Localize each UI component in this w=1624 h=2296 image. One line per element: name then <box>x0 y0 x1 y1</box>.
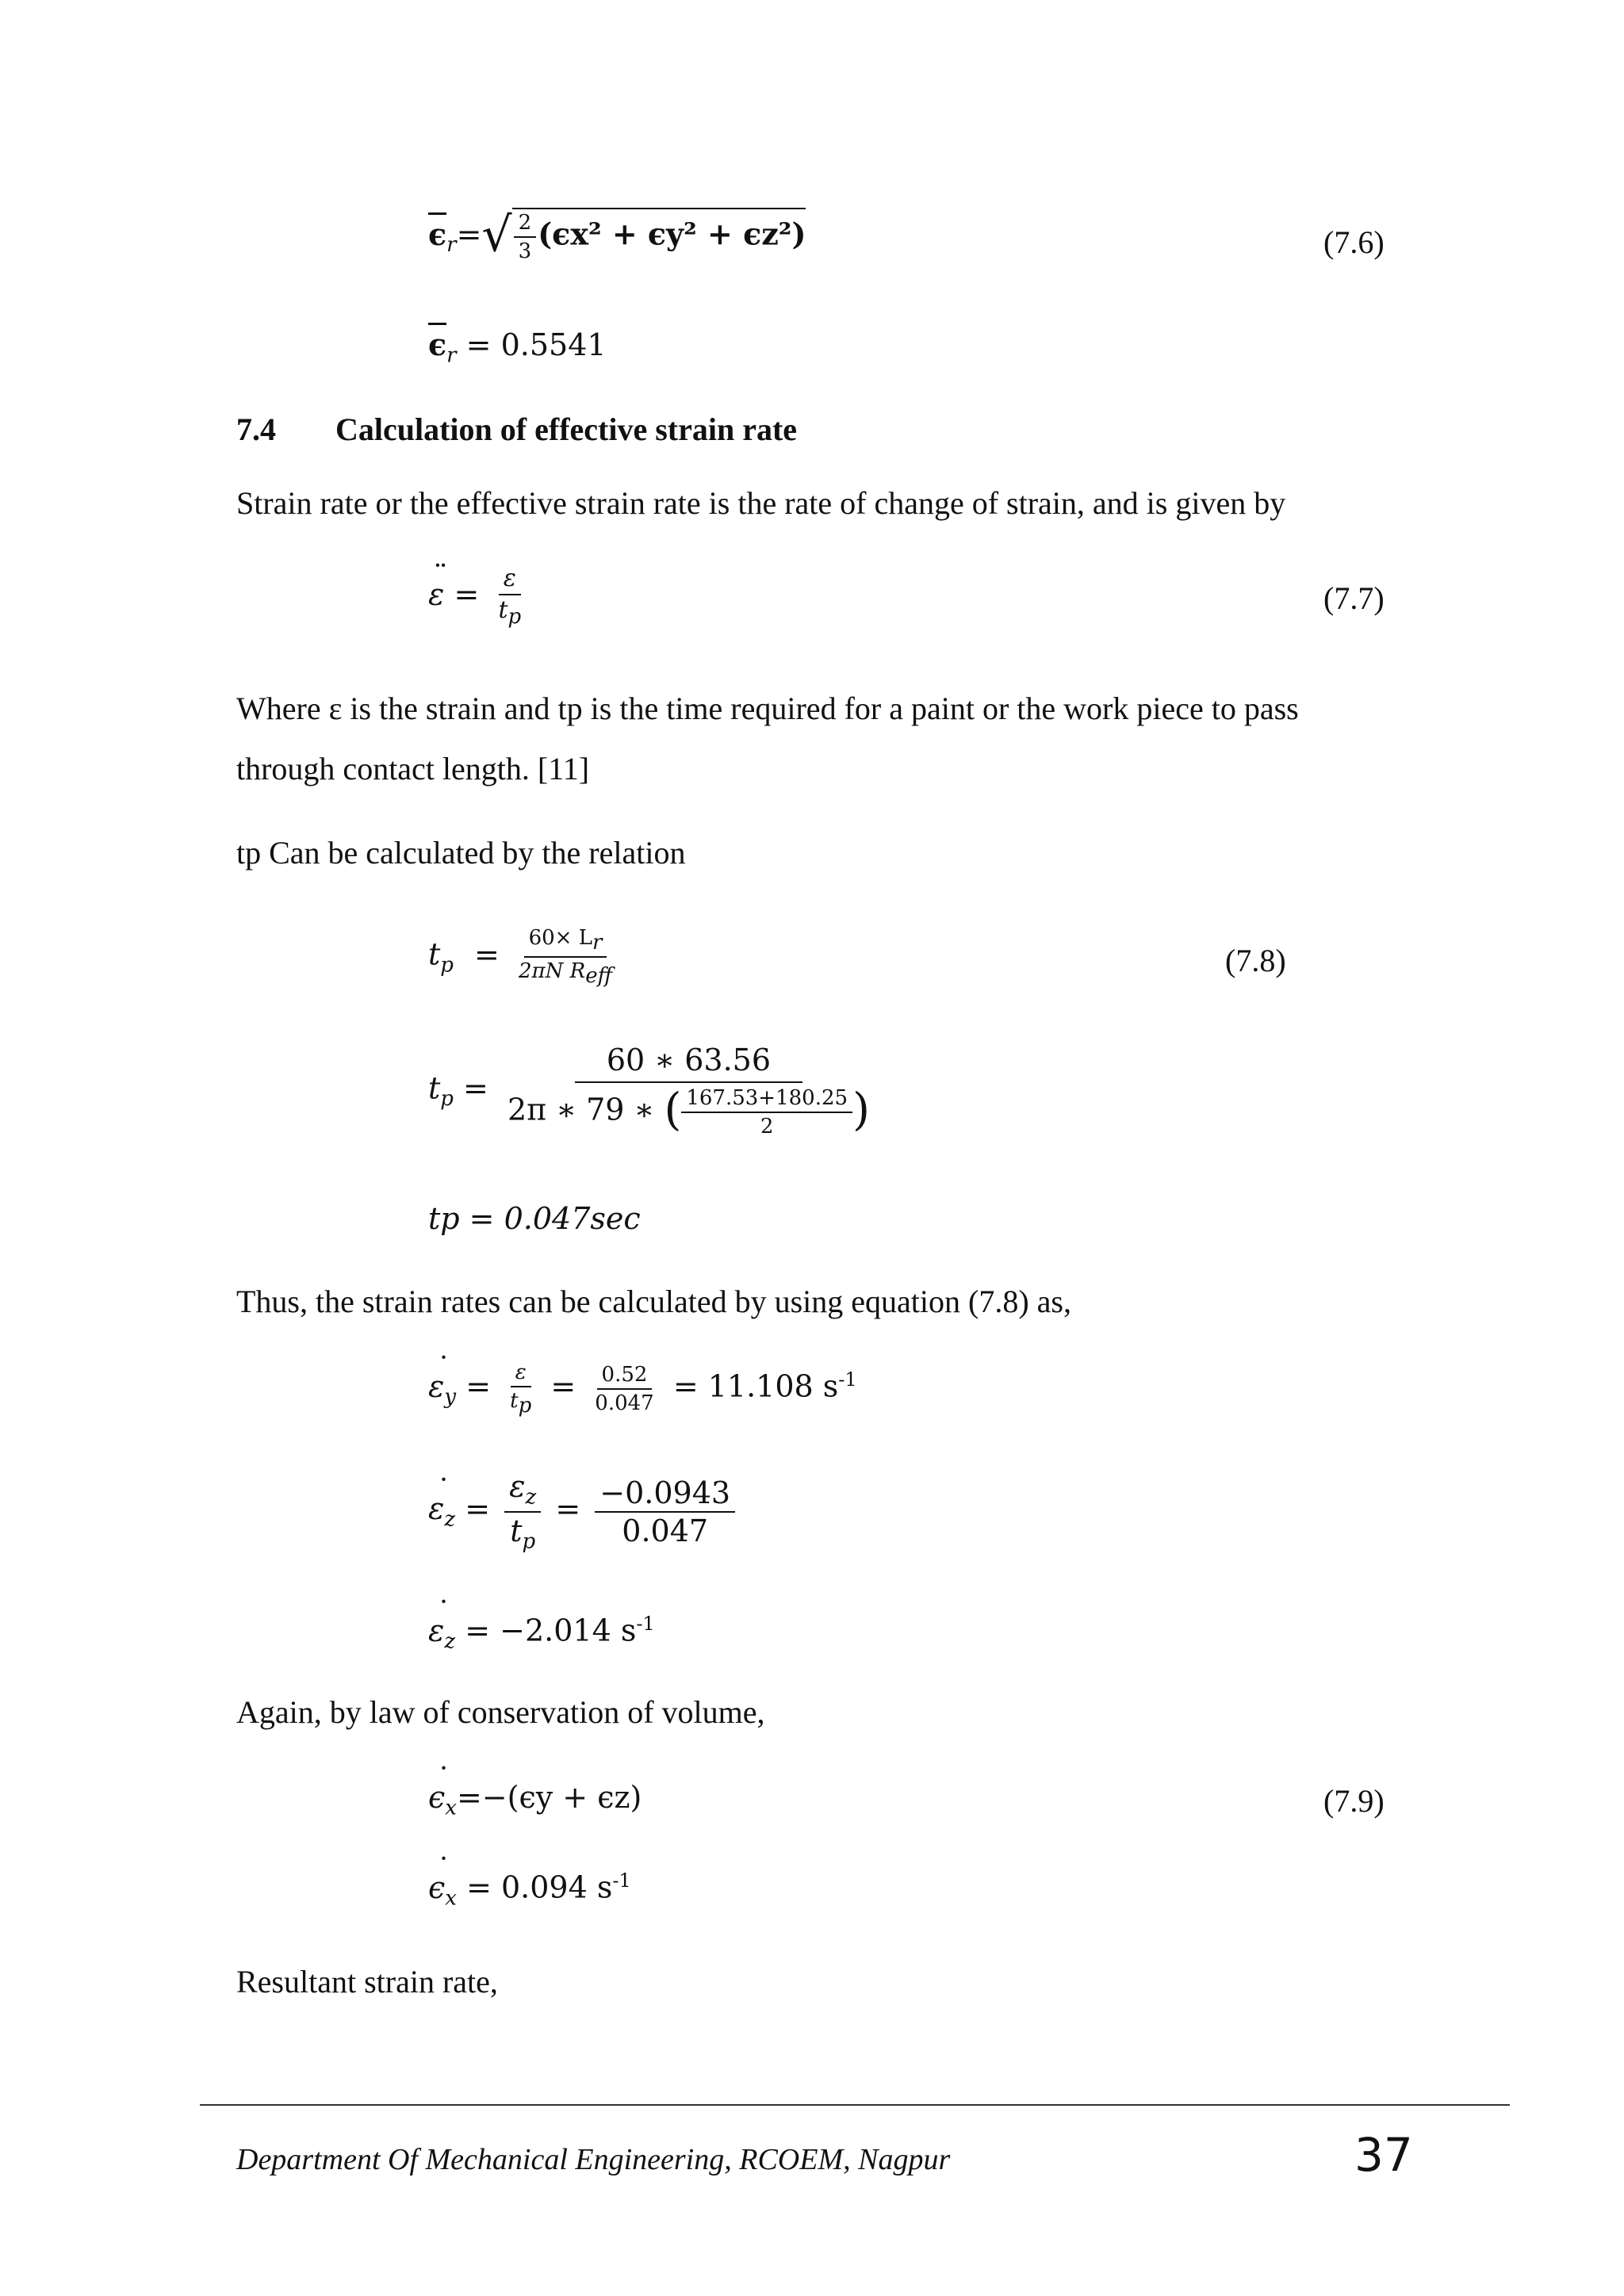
eq-number-7-8: (7.8) <box>1225 943 1286 978</box>
ey-sub: y <box>444 1385 457 1410</box>
footer-department: Department Of Mechanical Engineering, RCOEM, Nagpur <box>236 2143 951 2176</box>
tp-calc-sub: p <box>440 1087 454 1112</box>
eq78-num: 60× L <box>528 926 592 950</box>
equation-7-8 <box>428 926 622 989</box>
paragraph-strain-rate: Strain rate or the effective strain rate is the rate of change of strain, and is given by <box>236 485 1286 521</box>
page-number: 37 <box>1354 2128 1413 2182</box>
tp-calc-inner-num: 167.53+180.25 <box>681 1088 852 1113</box>
ey-f1-den-sub: p <box>518 1394 532 1418</box>
ez-val-sup: -1 <box>636 1613 655 1635</box>
ez-eq1: = <box>465 1491 491 1527</box>
tp-value: tp = 0.047sec <box>428 1201 641 1236</box>
eq76-frac-num: 2 <box>514 212 537 238</box>
tp-calc-eq: = <box>463 1070 488 1106</box>
ez-val-sub: z <box>444 1629 456 1654</box>
eq76-lhs: ϵ <box>428 212 446 252</box>
ez-f1-num-sub: z <box>525 1485 537 1510</box>
ez-sub: z <box>444 1507 456 1532</box>
eq78-den-sub: eff <box>585 964 613 989</box>
strain-rate-z-value <box>428 1613 655 1654</box>
ex-sub: x <box>445 1886 457 1911</box>
er-value: $\epsilon_r = 0.5541$ <box>428 330 607 366</box>
paragraph-where: Where ε is the strain and tp is the time required for a paint or the work piece to pass <box>236 691 1299 726</box>
ez-f1-num: ε <box>509 1469 526 1504</box>
ey-f1-den: t <box>510 1389 519 1413</box>
eq-number-7-9: (7.9) <box>1323 1783 1385 1819</box>
eq77-num: ε <box>499 567 521 595</box>
eq77-lhs: ε ¨ <box>428 577 444 612</box>
ey-eq2: = <box>550 1368 576 1404</box>
ex-val: = 0.094 s <box>466 1869 613 1905</box>
ez-f2-num: −0.0943 <box>595 1478 735 1513</box>
eq77-den: t <box>498 596 508 624</box>
tp-calculation: $t_p$ = 60 ∗ 63.56 2π ∗ 79 ∗ ( $\frac{167.53+180.25}{2}$ ) <box>428 1043 870 1138</box>
eq76-eq: = <box>456 216 482 252</box>
ez-f1-den-sub: p <box>522 1529 536 1554</box>
tp-calc-inner-den: 2 <box>760 1115 774 1138</box>
eq76-radicand <box>512 208 806 262</box>
eq77-eq: = <box>454 576 480 612</box>
ez-val-lhs: ε ˙ <box>428 1613 444 1648</box>
ey-f1-num: ε <box>511 1362 531 1387</box>
ez-f1-den: t <box>510 1513 523 1548</box>
paragraph-tp-relation: tp Can be calculated by the relation <box>236 835 686 871</box>
ex-val-sup: -1 <box>612 1869 631 1892</box>
footer-rule <box>200 2104 1510 2106</box>
eq77-den-sub: p <box>508 605 522 629</box>
ey-f2-num: 0.52 <box>597 1364 653 1390</box>
eq76-lhs-sub: r <box>446 233 457 258</box>
ey-lhs: ε ˙ <box>428 1369 444 1404</box>
er-value-text: = 0.5541 <box>465 327 607 362</box>
strain-rate-z <box>428 1471 740 1552</box>
section-number: 7.4 <box>236 411 276 447</box>
section-title: Calculation of effective strain rate <box>335 411 798 447</box>
equation-7-9 <box>428 1782 642 1819</box>
eq78-num-sub: r <box>592 931 603 955</box>
ex-lhs: ϵ ˙ <box>428 1870 445 1905</box>
paragraph-strain-rates: Thus, the strain rates can be calculated by using equation (7.8) as, <box>236 1284 1071 1319</box>
ez-lhs: ε ˙ <box>428 1491 444 1526</box>
ez-f2-den: 0.047 <box>622 1513 709 1548</box>
ez-eq2: = <box>555 1491 581 1527</box>
paragraph-where-cont: through contact length. [11] <box>236 751 590 786</box>
strain-rate-x-value <box>428 1869 631 1911</box>
ey-eq1: = <box>465 1368 492 1404</box>
eq76-rhs: (ϵx² + ϵy² + ϵz²) <box>538 216 806 252</box>
eq78-lhs: t <box>428 936 441 972</box>
eq78-eq: = <box>474 936 500 972</box>
eq78-lhs-sub: p <box>440 953 454 978</box>
eq-number-7-7: (7.7) <box>1323 580 1385 616</box>
paragraph-conservation: Again, by law of conservation of volume, <box>236 1694 765 1730</box>
tp-calc-lhs: t <box>428 1070 441 1106</box>
tp-calc-num: 60 ∗ 63.56 <box>575 1045 802 1083</box>
eq79-rhs: =−(ϵy + ϵz) <box>456 1780 642 1815</box>
ey-result: = 11.108 s <box>672 1368 839 1404</box>
ey-f2-den: 0.047 <box>595 1391 654 1416</box>
eq79-lhs: ϵ ˙ <box>428 1780 445 1815</box>
eq-number-7-6: (7.6) <box>1323 224 1385 260</box>
ez-val: = −2.014 s <box>465 1613 637 1648</box>
eq79-lhs-sub: x <box>445 1796 457 1820</box>
equation-7-7 <box>428 564 530 629</box>
paragraph-resultant: Resultant strain rate, <box>236 1964 498 1999</box>
ey-result-sup: -1 <box>838 1368 857 1391</box>
tp-calc-den: 2π ∗ 79 ∗ <box>507 1092 655 1127</box>
eq76-frac-den: 3 <box>518 239 532 263</box>
eq78-den: 2πN R <box>518 959 586 984</box>
strain-rate-y <box>428 1362 857 1416</box>
equation-7-6: $\epsilon_r=√$ $\frac{2}{3}$ (ϵx² + ϵy² + ϵz²) <box>428 207 806 263</box>
